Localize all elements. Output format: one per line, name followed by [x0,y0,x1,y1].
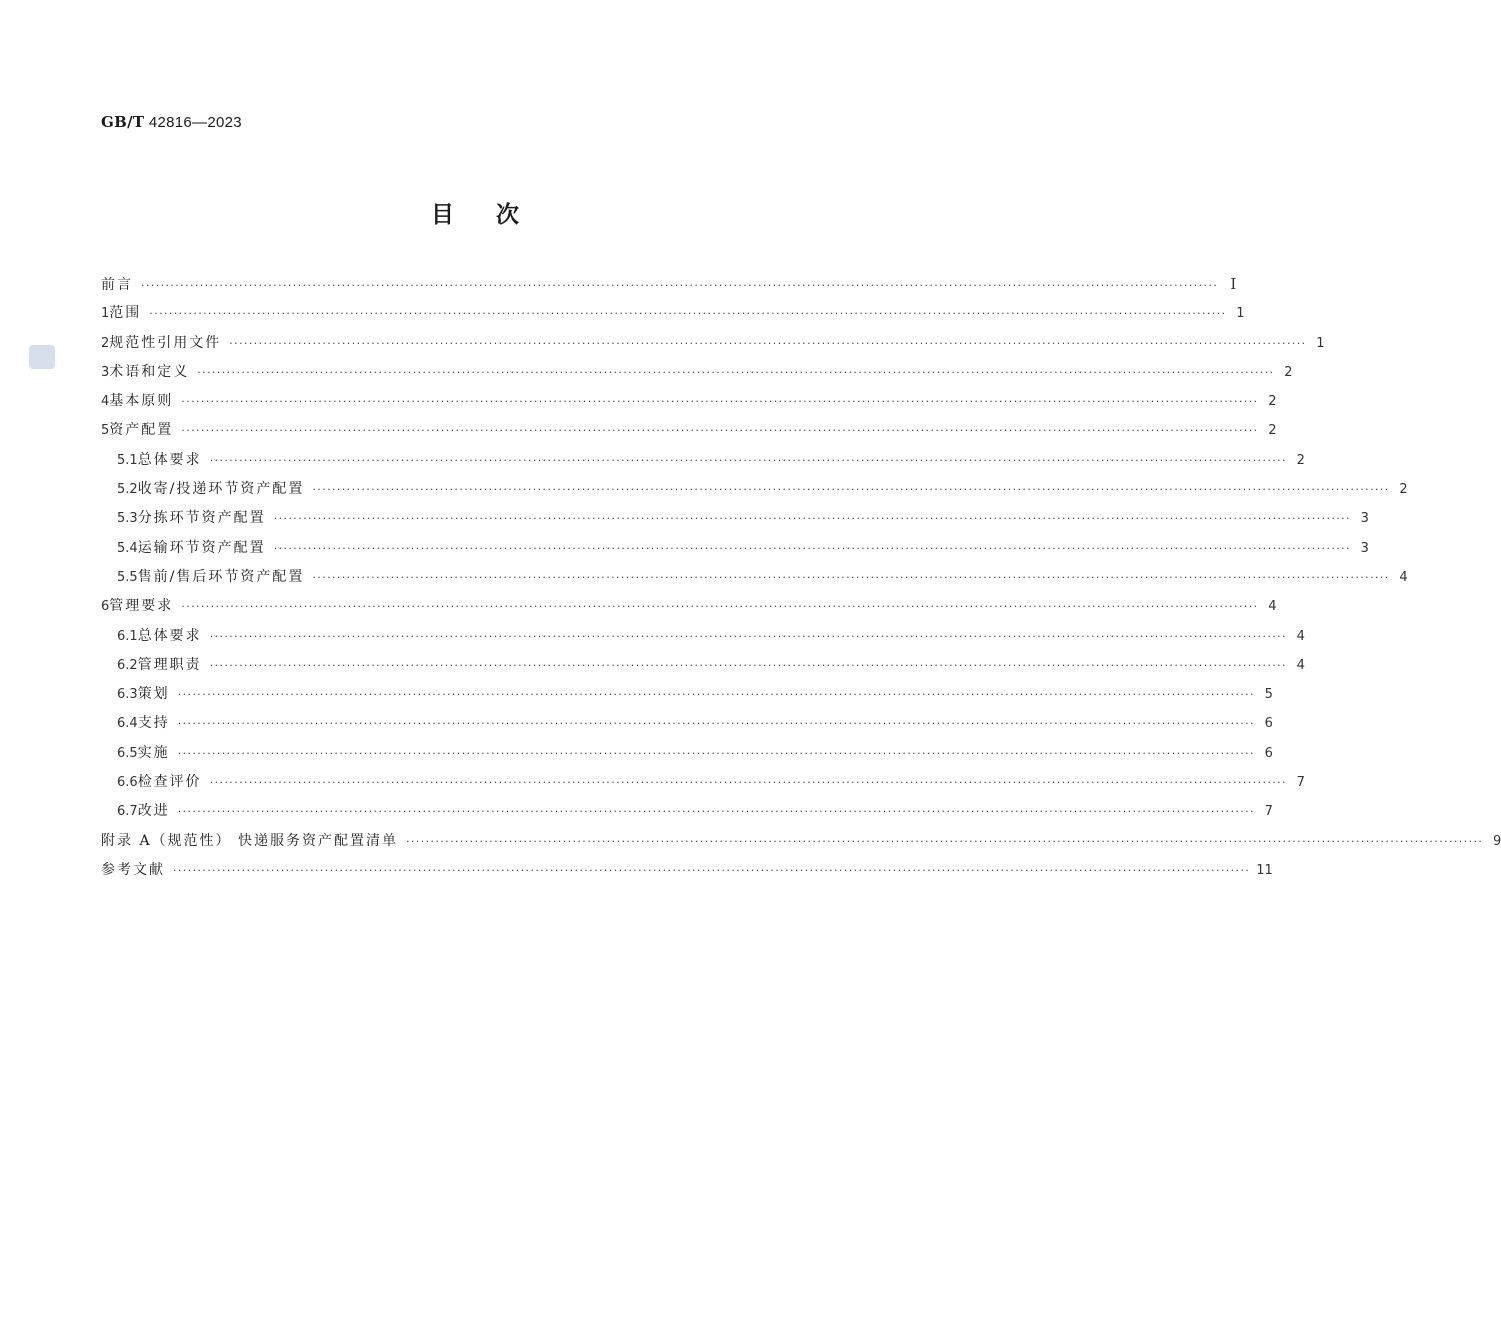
toc-dot-leader: ···························································································································································································································· [209,776,1287,790]
toc-entry-number: 5.4 [117,540,138,556]
toc-entry[interactable] [101,299,1245,328]
toc-entry-title: 总体要求 [137,627,202,644]
toc-dot-leader: ···························································································································································································································· [181,600,1259,614]
table-of-contents [101,270,1501,885]
toc-entry-page: 6 [1264,745,1273,761]
toc-entry-number: 6.4 [117,716,138,732]
toc-entry-number: 6.2 [117,657,138,673]
toc-entry[interactable] [101,475,1408,504]
toc-entry-title: 术语和定义 [109,363,190,380]
toc-entry[interactable] [101,446,1305,475]
toc-dot-leader: ···························································································································································································································· [173,863,1251,877]
standard-code-number: 42816—2023 [148,114,242,131]
toc-entry[interactable] [101,534,1369,563]
toc-entry-number: 3 [101,364,110,380]
toc-entry[interactable] [101,563,1408,592]
toc-entry-number: 6.7 [117,804,138,820]
toc-entry-page: 11 [1256,862,1273,878]
toc-entry-title: 基本原则 [109,393,174,410]
toc-entry-title: 规范性引用文件 [109,334,222,351]
toc-entry[interactable] [101,504,1369,533]
toc-entry-title: 前言 [101,277,133,293]
toc-entry-number: 6.6 [117,775,138,791]
toc-entry-page: 1 [1236,306,1245,322]
toc-entry-page: 3 [1360,540,1369,556]
toc-dot-leader: ···························································································································································································································· [177,746,1255,760]
toc-dot-leader: ···························································································································································································································· [312,483,1390,497]
toc-entry-page: 6 [1264,716,1273,732]
toc-dot-leader: ···························································································································································································································· [177,717,1255,731]
toc-entry-title: 实施 [137,744,170,761]
toc-entry[interactable] [101,358,1293,387]
toc-entry-title: 收寄/投递环节资产配置 [137,481,305,498]
toc-entry[interactable] [101,739,1273,768]
toc-dot-leader: ···························································································································································································································· [312,570,1390,584]
toc-entry-number: 5.2 [117,482,138,498]
toc-entry-number: 5.3 [117,511,138,527]
sac-watermark-logo [29,345,55,369]
toc-entry-page: 1 [1316,335,1325,351]
toc-entry[interactable] [101,329,1325,358]
toc-entry-number: 6.3 [117,687,138,703]
toc-entry[interactable] [101,856,1273,885]
toc-entry[interactable] [101,797,1273,826]
toc-dot-leader: ···························································································································································································································· [229,336,1307,350]
toc-dot-leader: ···························································································································································································································· [209,453,1287,467]
toc-entry-page: I [1230,275,1237,293]
toc-dot-leader: ···························································································································································································································· [181,395,1259,409]
toc-entry-page: 7 [1264,804,1273,820]
toc-dot-leader: ···························································································································································································································· [273,512,1351,526]
standard-code [101,113,242,131]
toc-entry-page: 2 [1399,482,1408,498]
toc-dot-leader: ···························································································································································································································· [177,805,1255,819]
toc-entry-title: 管理要求 [109,598,174,615]
toc-entry-title: 检查评价 [137,774,202,791]
toc-entry-title: 分拣环节资产配置 [137,510,266,527]
toc-entry[interactable] [101,270,1237,299]
toc-entry[interactable] [101,827,1501,856]
page-title: 目次 [431,202,561,228]
toc-dot-leader: ···························································································································································································································· [141,279,1219,292]
toc-entry-title: 参考文献 [101,861,165,878]
toc-entry-page: 2 [1268,423,1277,439]
toc-entry-title: 管理职责 [137,656,202,673]
toc-entry-title: 运输环节资产配置 [137,539,266,556]
toc-entry-page: 5 [1264,687,1273,703]
toc-entry-page: 4 [1399,569,1408,585]
toc-entry[interactable] [101,416,1277,445]
toc-entry[interactable] [101,387,1277,416]
toc-dot-leader: ···························································································································································································································· [209,629,1287,643]
toc-entry-title: 改进 [137,803,170,820]
toc-entry-number: 5.1 [117,452,138,468]
toc-entry-number: 5 [101,423,110,439]
toc-entry-page: 3 [1360,511,1369,527]
toc-entry-page: 2 [1268,394,1277,410]
toc-dot-leader: ···························································································································································································································· [181,424,1259,438]
toc-entry-number: 6 [101,599,110,615]
toc-dot-leader: ···························································································································································································································· [177,688,1255,702]
toc-entry-title: 总体要求 [137,451,202,468]
toc-dot-leader: ···························································································································································································································· [209,658,1287,672]
toc-entry-page: 4 [1296,628,1305,644]
toc-entry[interactable] [101,768,1305,797]
toc-entry-number: 2 [101,335,110,351]
toc-entry-title: 范围 [109,305,142,322]
toc-entry[interactable] [101,709,1273,738]
toc-entry-number: 4 [101,394,110,410]
toc-entry[interactable] [101,622,1305,651]
toc-entry-number: 6.5 [117,745,138,761]
toc-dot-leader: ···························································································································································································································· [149,307,1227,321]
toc-entry-page: 2 [1284,364,1293,380]
toc-entry-title: 附录 A（规范性） 快递服务资产配置清单 [101,832,399,849]
toc-entry[interactable] [101,651,1305,680]
toc-entry-page: 4 [1268,599,1277,615]
toc-entry-title: 策划 [137,686,170,703]
toc-dot-leader: ···························································································································································································································· [273,541,1351,555]
toc-dot-leader: ···························································································································································································································· [197,365,1275,379]
standard-code-prefix: GB/T [101,113,145,131]
toc-entry[interactable] [101,680,1273,709]
toc-entry-page: 7 [1296,775,1305,791]
toc-entry-number: 6.1 [117,628,138,644]
toc-entry[interactable] [101,592,1277,621]
toc-entry-title: 售前/售后环节资产配置 [137,568,305,585]
toc-entry-number: 5.5 [117,569,138,585]
toc-entry-page: 2 [1296,452,1305,468]
toc-entry-page: 9 [1492,833,1501,849]
toc-entry-title: 支持 [137,715,170,732]
toc-entry-title: 资产配置 [109,422,174,439]
toc-entry-page: 4 [1296,657,1305,673]
toc-dot-leader: ···························································································································································································································· [406,834,1484,848]
toc-entry-number: 1 [101,306,110,322]
